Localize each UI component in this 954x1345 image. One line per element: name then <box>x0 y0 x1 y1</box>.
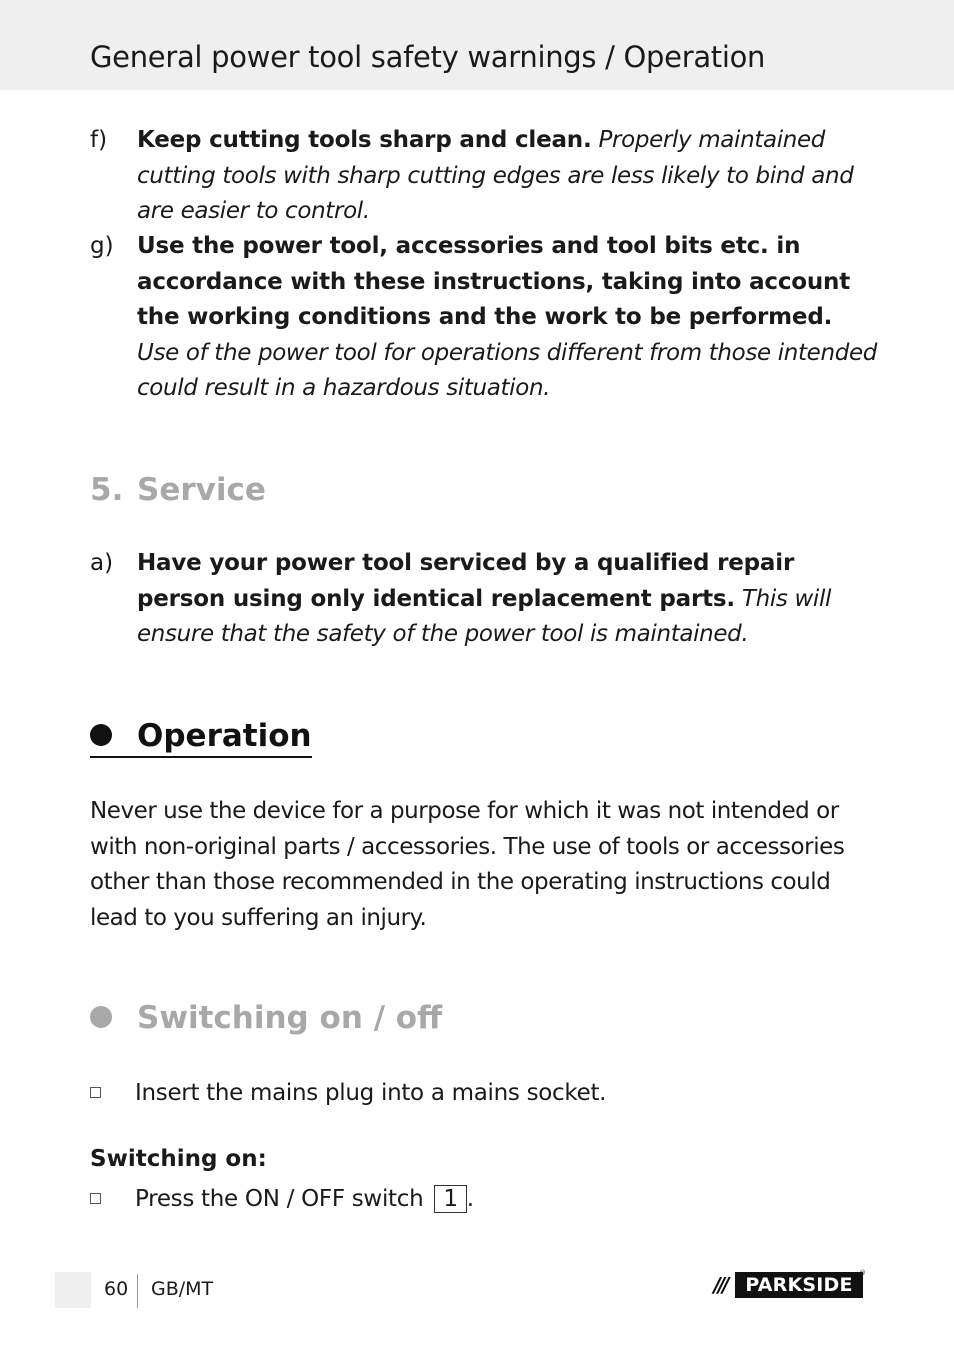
item-marker: a) <box>90 550 114 576</box>
step-press-switch <box>90 1182 474 1218</box>
item-marker: g) <box>90 233 114 259</box>
operation-heading <box>90 718 312 758</box>
footer-divider <box>137 1274 138 1308</box>
operation-title: Operation <box>137 718 312 754</box>
page-header-title: General power tool safety warnings / Operation <box>90 40 766 74</box>
safety-item-f <box>90 123 880 230</box>
part-reference-box: 1 <box>434 1185 466 1213</box>
service-heading <box>90 472 266 508</box>
registered-mark: ® <box>859 1269 866 1277</box>
service-item-a <box>90 546 880 653</box>
item-italic-text: Properly maintained cutting tools with sharp cutting edges are less likely to bind and are easier to control. <box>137 127 854 224</box>
parkside-logo <box>705 1269 866 1298</box>
item-bold-text: Have your power tool serviced by a qualified repair person using only identical replacement parts. <box>137 550 795 612</box>
bullet-dot-icon <box>90 724 112 746</box>
switching-heading <box>90 1000 442 1036</box>
item-body <box>137 123 880 230</box>
switching-on-subheading: Switching on: <box>90 1146 267 1172</box>
section-title: Service <box>137 472 266 508</box>
item-marker: f) <box>90 127 108 153</box>
item-italic-text: This will ensure that the safety of the power tool is maintained. <box>137 585 832 647</box>
checkbox-square-icon <box>90 1087 101 1098</box>
section-number: 5. <box>90 472 124 508</box>
item-bold-text: Use the power tool, accessories and tool bits etc. in accordance with these instructions, taking into account the working conditions and the work to be performed. <box>137 233 851 330</box>
item-italic-text: Use of the power tool for operations different from those intended could result in a hazardous situation. <box>137 339 877 401</box>
logo-stripes-icon: /// <box>713 1273 727 1297</box>
operation-paragraph: Never use the device for a purpose for which it was not intended or with non-original parts / accessories. The use of tools or accessories other than those recommended in the operating instructions could lead to you suffering an injury. <box>90 798 845 931</box>
footer-square <box>55 1272 91 1308</box>
logo-wordmark: PARKSIDE <box>735 1272 863 1298</box>
step-insert-plug <box>90 1076 606 1112</box>
safety-item-g <box>90 229 880 407</box>
step-text: Insert the mains plug into a mains socket. <box>135 1080 607 1106</box>
item-body <box>137 229 880 407</box>
checkbox-square-icon <box>90 1193 101 1204</box>
item-bold-text: Keep cutting tools sharp and clean. <box>137 127 592 153</box>
bullet-dot-icon <box>90 1006 112 1028</box>
item-body <box>137 546 880 653</box>
locale-label: GB/MT <box>151 1278 214 1300</box>
step-text: Press the ON / OFF switch <box>135 1186 424 1212</box>
page-number: 60 <box>104 1278 129 1300</box>
switching-title: Switching on / off <box>137 1000 443 1036</box>
step-end: . <box>466 1186 474 1212</box>
